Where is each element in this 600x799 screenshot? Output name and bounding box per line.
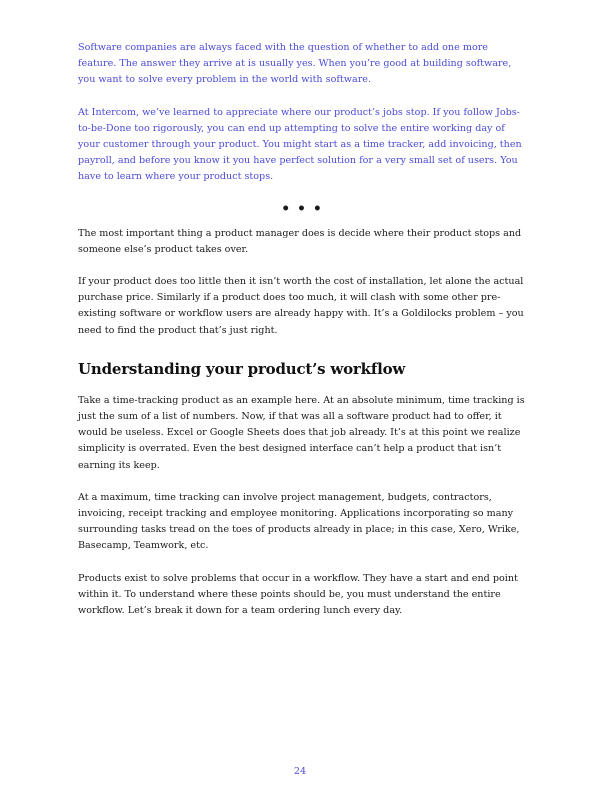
body-paragraph-2: If your product does too little then it isn’t worth the cost of installation, let alone the actual purchase price. Similarly if a product does too much, it will clash with some other pre-existing software or workflow users are already happy with. It’s a Goldilocks problem – you need to find the product that’s just right. [78,276,524,336]
intro-paragraph-1: Software companies are always faced with the question of whether to add one more feature. The answer they arrive at is usually yes. When you’re good at building software, you want to solve every problem in the world with software. [78,42,512,86]
workflow-paragraph-2: At a maximum, time tracking can involve project management, budgets, contractors, invoicing, receipt tracking and employee monitoring. Applications incorporating so many surrounding tasks tread on the toes of products already in place; in this case, Xero, Wrike, Basecamp, Teamwork, etc. [78,491,520,552]
page-number: 24 [293,766,307,777]
section-product-boundaries [78,226,526,339]
page-content [78,40,526,635]
intro-paragraph-2: At Intercom, we’ve learned to appreciate where our product’s jobs stop. If you follow Jobs-to-be-Done too rigorously, you can end up attempting to solve the entire working day of your customer through your product. You might start as a time tracker, add invoicing, then payroll, and before you know it you have perfect solution for a very small set of users. You have to learn where your product stops. [78,106,522,183]
section-workflow [78,393,526,619]
intro-section [78,40,526,186]
section-divider: • • • [281,200,323,217]
body-paragraph-1: The most important thing a product manager does is decide where their product stops and someone else’s product takes over. [78,227,522,255]
workflow-paragraph-1: Take a time-tracking product as an example here. At an absolute minimum, time tracking is just the sum of a list of numbers. Now, if that was all a software product had to offer, it would be useless. Excel or Google Sheets does that job already. It’s at this point we realize simplicity is overrated. Even the best designed interface can’t help a product that isn’t earning its keep. [78,394,525,471]
workflow-paragraph-3: Products exist to solve problems that occur in a workflow. They have a start and end point within it. To understand where these points should be, you must understand the entire workflow. Let’s break it down for a team ordering lunch every day. [78,572,518,617]
section-heading: Understanding your product’s workflow [78,359,406,378]
